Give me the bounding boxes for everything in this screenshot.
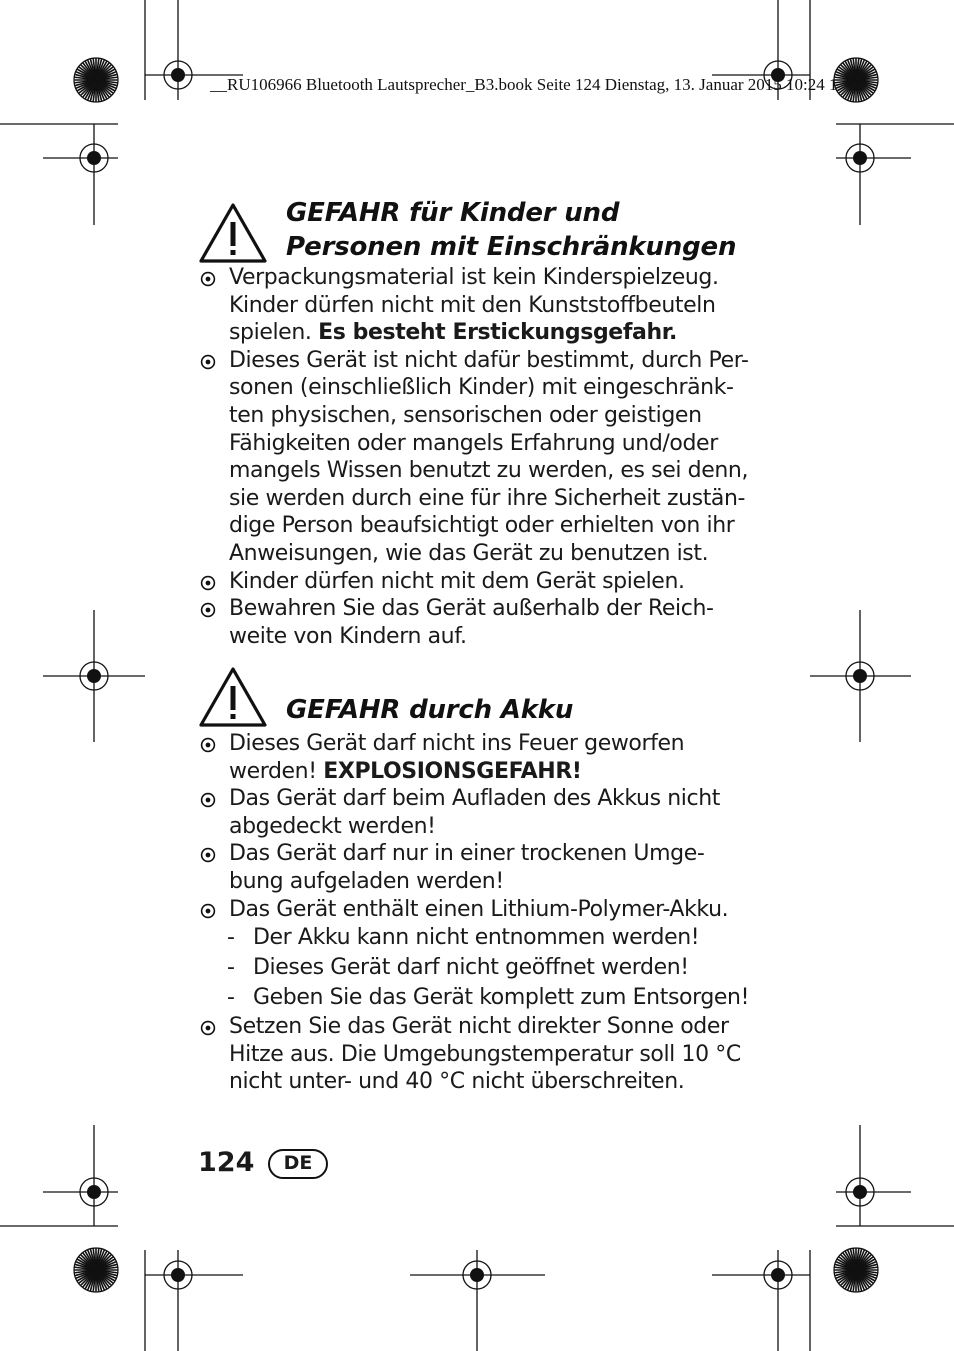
emphasis-warning: Es besteht Erstickungsgefahr.: [318, 320, 677, 346]
circled-dot-bullet-icon: [200, 1020, 216, 1036]
list-item-text: Anweisungen, wie das Gerät zu benutzen ist.: [229, 540, 709, 566]
print-header-line: __RU106966 Bluetooth Lautsprecher_B3.book Seite 124 Dienstag, 13. Januar 2015 10:24 1: [210, 75, 838, 94]
list-item-text: Das Gerät enthält einen Lithium-Polymer-Akku.: [229, 896, 729, 922]
list-item-text: Verpackungsmaterial ist kein Kinderspielzeug.: [229, 265, 719, 290]
section-title: [286, 196, 736, 264]
list-item-text: Dieses Gerät darf nicht ins Feuer geworfen: [229, 731, 685, 756]
sub-list-item-text: Der Akku kann nicht entnommen werden!: [253, 925, 700, 951]
circled-dot-bullet-icon: [200, 847, 216, 863]
list-item-text: weite von Kindern auf.: [229, 623, 467, 649]
list-item-text: ten physischen, sensorischen oder geistigen: [229, 402, 702, 428]
list-item: [198, 568, 758, 596]
sub-list-item-text: Dieses Gerät darf nicht geöffnet werden!: [253, 955, 689, 981]
circled-dot-bullet-icon: [200, 575, 216, 591]
dash-bullet: -: [227, 925, 235, 951]
list-item-text: nicht unter- und 40 °C nicht überschreiten.: [229, 1069, 685, 1095]
list-item-text: Das Gerät darf beim Aufladen des Akkus nicht: [229, 786, 720, 812]
section-title-line: GEFAHR durch Akku: [286, 695, 574, 725]
dash-bullet: -: [227, 955, 235, 981]
list-item-text: Kinder dürfen nicht mit den Kunststoffbeuteln: [229, 292, 716, 318]
list-item-text: Bewahren Sie das Gerät außerhalb der Reich-: [229, 596, 714, 622]
page-number: 124: [198, 1147, 255, 1178]
circled-dot-bullet-icon: [200, 271, 216, 287]
sub-list-item: [198, 923, 758, 953]
safety-list-children: [198, 264, 758, 650]
list-item: [198, 347, 758, 568]
list-item-text: Setzen Sie das Gerät nicht direkter Sonne oder: [229, 1014, 729, 1040]
list-item-text: Das Gerät darf nur in einer trockenen Umge-: [229, 841, 705, 867]
circled-dot-bullet-icon: [200, 354, 216, 370]
list-item-text: Fähigkeiten oder mangels Erfahrung und/oder: [229, 430, 718, 456]
emphasis-warning: EXPLOSIONSGEFAHR!: [323, 758, 582, 784]
warning-triangle-icon: [198, 202, 268, 264]
circled-dot-bullet-icon: [200, 602, 216, 618]
list-item-text: Dieses Gerät ist nicht dafür bestimmt, durch Per-: [229, 347, 749, 373]
list-item-text: abgedeckt werden!: [229, 813, 436, 839]
list-item: [198, 840, 758, 895]
section-title-line: GEFAHR für Kinder und: [286, 198, 620, 228]
list-item: [198, 264, 758, 347]
list-item-text: mangels Wissen benutzt zu werden, es sei denn,: [229, 458, 749, 484]
list-item-text: spielen.: [229, 320, 319, 346]
section-title: [286, 693, 573, 727]
language-badge: DE: [268, 1149, 328, 1179]
dash-bullet: -: [227, 985, 235, 1011]
list-item: [198, 595, 758, 650]
section-title-line: Personen mit Einschränkungen: [286, 232, 737, 262]
list-item: [198, 1013, 758, 1096]
sub-list-item: [198, 983, 758, 1013]
list-item-text: Hitze aus. Die Umgebungstemperatur soll 10 °C: [229, 1041, 741, 1067]
list-item-text: werden!: [229, 758, 324, 784]
circled-dot-bullet-icon: [200, 792, 216, 808]
list-item: [198, 785, 758, 840]
list-item-text: bung aufgeladen werden!: [229, 868, 504, 894]
list-item: [198, 896, 758, 924]
warning-triangle-icon: [198, 666, 268, 728]
sub-list-item: [198, 953, 758, 983]
list-item-text: dige Person beaufsichtigt oder erhielten von ihr: [229, 513, 735, 539]
list-item-text: sie werden durch eine für ihre Sicherheit zustän-: [229, 485, 746, 511]
circled-dot-bullet-icon: [200, 903, 216, 919]
list-item-text: sonen (einschließlich Kinder) mit eingeschränk-: [229, 375, 734, 401]
list-item-text: Kinder dürfen nicht mit dem Gerät spielen.: [229, 568, 685, 594]
circled-dot-bullet-icon: [200, 737, 216, 753]
list-item: [198, 730, 758, 785]
sub-list-item-text: Geben Sie das Gerät komplett zum Entsorgen!: [253, 985, 749, 1011]
safety-list-battery: [198, 730, 758, 1096]
